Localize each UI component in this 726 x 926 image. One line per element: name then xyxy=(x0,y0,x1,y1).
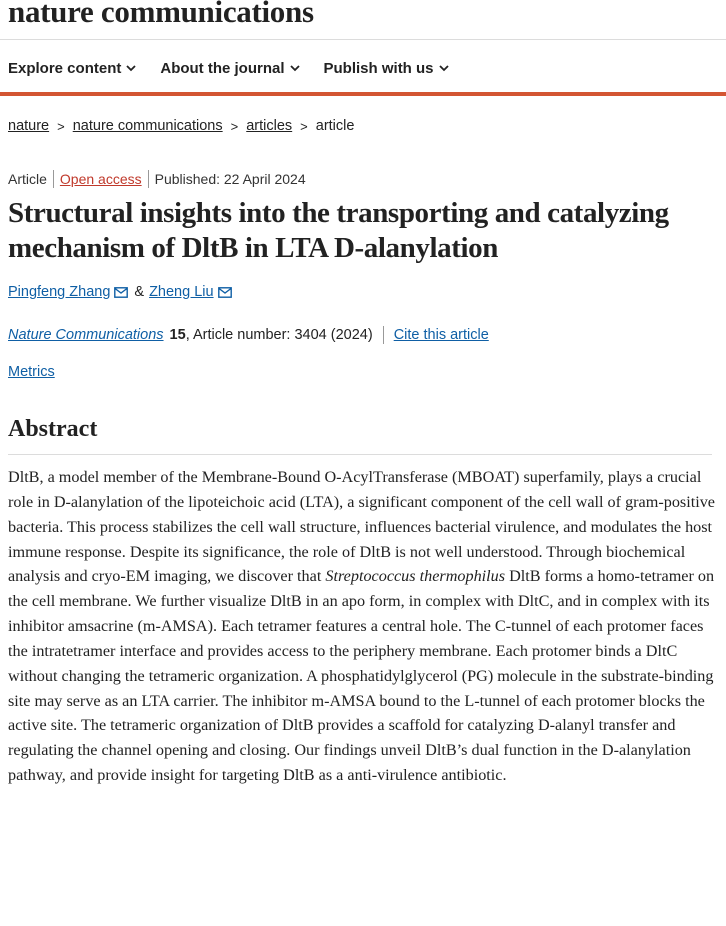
nav-explore-content[interactable] xyxy=(8,60,136,77)
article-type: Article xyxy=(8,171,47,187)
volume: 15 xyxy=(169,327,186,343)
metrics-link[interactable]: Metrics xyxy=(8,364,55,380)
envelope-icon[interactable] xyxy=(114,287,128,298)
site-title[interactable]: nature communications xyxy=(8,0,314,29)
article-title: Structural insights into the transporting and catalyzing mechanism of DltB in LTA D-alanylation xyxy=(8,197,669,264)
nav-about-journal-label: About the journal xyxy=(160,60,285,77)
meta-divider xyxy=(53,170,54,188)
envelope-icon[interactable] xyxy=(218,287,232,298)
author-link[interactable]: Zheng Liu xyxy=(149,284,214,300)
article-meta xyxy=(8,170,306,188)
main-nav xyxy=(8,60,473,77)
breadcrumb-separator-icon: > xyxy=(230,118,239,134)
abstract-part-1: DltB, a model member of the Membrane-Bound O-AcylTransferase (MBOAT) superfamily, plays a crucial role in D-alanylation of the lipoteichoic acid (LTA), a significant component of the cell wall of gram-positive bacteria. This process stabilizes the cell wall structure, influences bacterial virulence, and modulates the host immune response. Despite its significance, the role of DltB is not well understood. Through biochemical analysis and cryo-EM imaging, we discover that xyxy=(8,468,715,586)
cite-this-article-link[interactable]: Cite this article xyxy=(393,327,489,343)
accent-bar xyxy=(0,92,726,96)
abstract-heading: Abstract xyxy=(8,416,98,442)
chevron-down-icon xyxy=(126,65,136,72)
abstract-part-2: DltB forms a homo-tetramer on the cell membrane. We further visualize DltB in an apo form, in complex with DltC, and in complex with its inhibitor amsacrine (m-AMSA). Each tetramer features a central hole. The C-tunnel of each protomer faces the intratetramer interface and provides access to the periphery membrane. Each protomer binds a DltC without changing the tetrameric organization. A phosphatidylglycerol (PG) molecule in the substrate-binding site may serve as an LTA carrier. The inhibitor m-AMSA bound to the L-tunnel of each protomer blocks the active site. The tetrameric organization of DltB provides a scaffold for catalyzing D-alanyl transfer and regulating the channel opening and closing. Our findings unveil DltB’s dual function in the D-alanylation pathway, and provide insight for targeting DltB as a anti-virulence antibiotic. xyxy=(8,567,715,785)
abstract-divider xyxy=(8,454,712,455)
meta-divider xyxy=(148,170,149,188)
citation-line xyxy=(8,326,489,344)
breadcrumb-separator-icon: > xyxy=(300,118,308,134)
breadcrumb-nature[interactable]: nature xyxy=(8,118,50,134)
journal-link[interactable]: Nature Communications xyxy=(8,327,164,343)
author-list xyxy=(8,284,238,300)
nav-about-journal[interactable] xyxy=(160,60,299,77)
breadcrumb xyxy=(8,118,354,134)
chevron-down-icon xyxy=(439,65,449,72)
breadcrumb-separator-icon: > xyxy=(57,118,65,134)
nav-explore-content-label: Explore content xyxy=(8,60,122,77)
author-joiner: & xyxy=(134,284,145,300)
abstract-text xyxy=(8,465,720,788)
nav-publish-with-us-label: Publish with us xyxy=(323,60,434,77)
abstract-species: Streptococcus thermophilus xyxy=(325,567,506,586)
published-date: Published: 22 April 2024 xyxy=(154,171,306,187)
open-access-link[interactable]: Open access xyxy=(59,171,142,187)
citation-divider xyxy=(383,326,384,344)
article-number: , Article number: 3404 (2024) xyxy=(185,327,373,343)
chevron-down-icon xyxy=(290,65,300,72)
breadcrumb-articles[interactable]: articles xyxy=(246,118,293,134)
nav-publish-with-us[interactable] xyxy=(324,60,449,77)
breadcrumb-current: article xyxy=(315,118,355,134)
header-divider xyxy=(0,39,726,40)
breadcrumb-nature-communications[interactable]: nature communications xyxy=(72,118,223,134)
author-link[interactable]: Pingfeng Zhang xyxy=(8,284,111,300)
